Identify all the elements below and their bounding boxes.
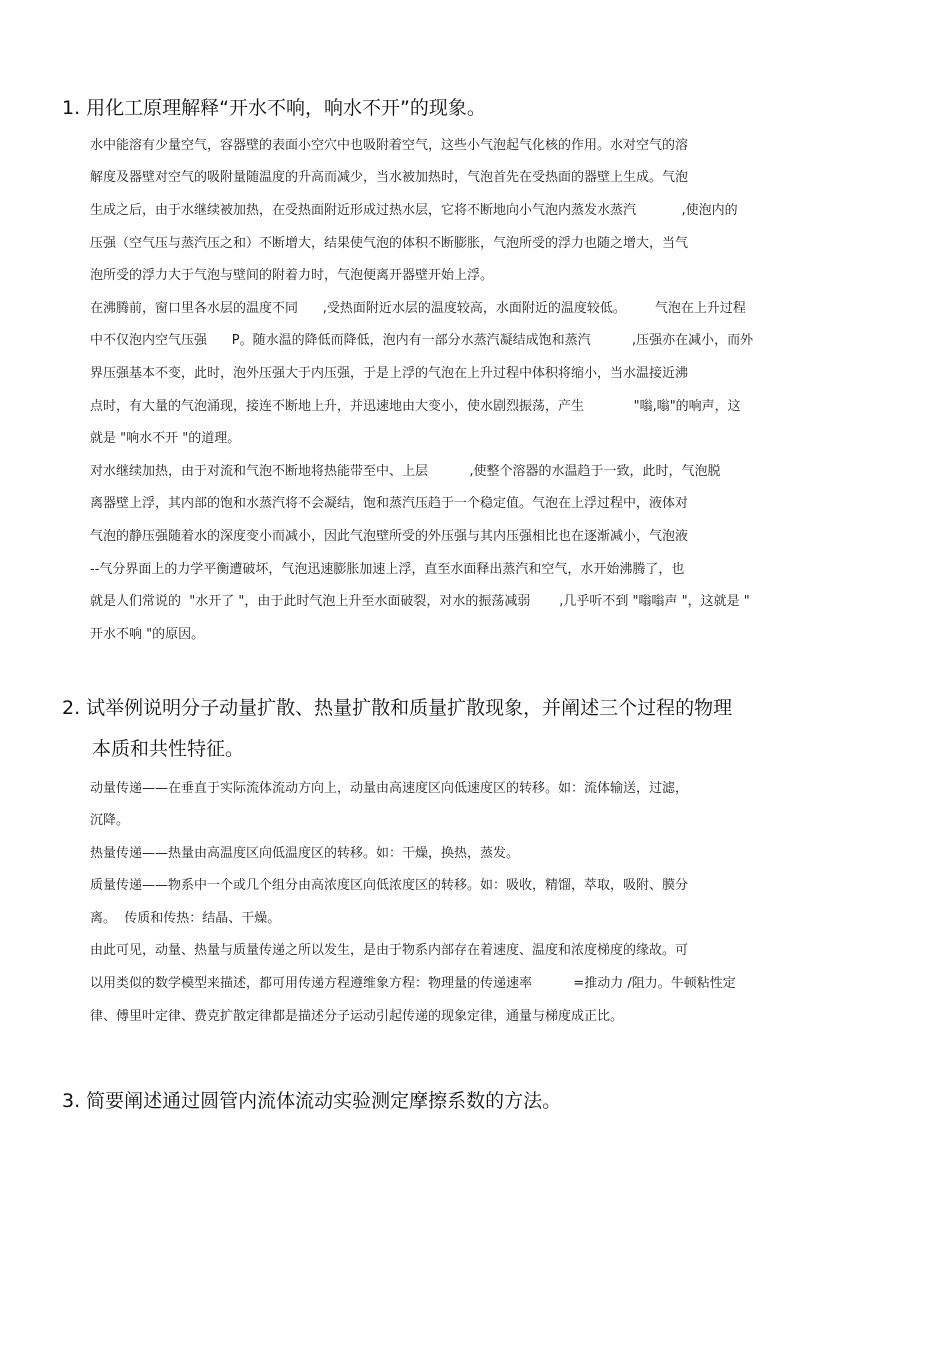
q1-answer-line-13: 气泡的静压强随着水的深度变小而减小，因此气泡壁所受的外压强与其内压强相比也在逐渐减小，气泡液 [90,529,689,544]
question-1-title: 1. 用化工原理解释“开水不响，响水不开”的现象。 [62,97,486,119]
question-2-title-line-2: 本质和共性特征。 [92,738,245,760]
q1-answer-line-11: 对水继续加热，由于对流和气泡不断地将热能带至中、上层 ,使整个溶器的水温趋于一致，此时，气泡脱 [90,464,721,479]
q2-answer-line-6: 由此可见，动量、热量与质量传递之所以发生，是由于物系内部存在着速度、温度和浓度梯度的缘故。可 [90,943,689,958]
q2-answer-line-8: 律、傅里叶定律、费克扩散定律都是描述分子运动引起传递的现象定律，通量与梯度成正比。 [90,1009,624,1024]
q1-answer-line-6: 在沸腾前，窗口里各水层的温度不同 ,受热面附近水层的温度较高，水面附近的温度较低。 气泡在上升过程 [90,301,746,316]
q1-answer-line-1: 水中能溶有少量空气，容器壁的表面小空穴中也吸附着空气，这些小气泡起气化核的作用。水对空气的溶 [90,138,689,153]
q2-answer-line-3: 热量传递——热量由高温度区向低温度区的转移。如：干燥，换热，蒸发。 [90,846,520,861]
q1-answer-line-8: 界压强基本不变，此时，泡外压强大于内压强，于是上浮的气泡在上升过程中体积将缩小，当水温接近沸 [90,366,689,381]
q2-answer-line-2: 沉降。 [90,813,130,828]
question-2-title-line-1: 2. 试举例说明分子动量扩散、热量扩散和质量扩散现象，并阐述三个过程的物理 [62,697,733,719]
q1-answer-line-15: 就是人们常说的 "水开了 "，由于此时气泡上升至水面破裂，对水的振荡减弱 ,几乎听不到 "嗡嗡声 "，这就是 " [90,594,750,609]
q1-answer-line-10: 就是 "响水不开 "的道理。 [90,431,241,446]
q2-answer-line-1: 动量传递——在垂直于实际流体流动方向上，动量由高速度区向低速度区的转移。如：流体输送，过滤， [90,781,689,796]
q1-answer-line-7: 中不仅泡内空气压强 P。随水温的降低而降低，泡内有一部分水蒸汽凝结成饱和蒸汽 ,压强亦在减小，而外 [90,333,754,348]
q1-answer-line-9: 点时，有大量的气泡涌现，接连不断地上升，并迅速地由大变小，使水剧烈振荡，产生 "嗡,嗡"的响声，这 [90,399,741,414]
q2-answer-line-4: 质量传递——物系中一个或几个组分由高浓度区向低浓度区的转移。如：吸收，精馏，萃取，吸附、膜分 [90,878,689,893]
q2-answer-line-7: 以用类似的数学模型来描述，都可用传递方程遵维象方程：物理量的传递速率 =推动力 /阻力。牛顿粘性定 [90,976,736,991]
q1-answer-line-14: --气分界面上的力学平衡遭破坏，气泡迅速膨胀加速上浮，直至水面释出蒸汽和空气，水开始沸腾了，也 [90,562,685,577]
q2-answer-line-5: 离。 传质和传热：结晶、干燥。 [90,911,281,926]
question-3-title: 3. 简要阐述通过圆管内流体流动实验测定摩擦系数的方法。 [62,1090,562,1112]
q1-answer-line-4: 压强（空气压与蒸汽压之和）不断增大，结果使气泡的体积不断膨胀，气泡所受的浮力也随之增大，当气 [90,236,689,251]
q1-answer-line-3: 生成之后，由于水继续被加热，在受热面附近形成过热水层，它将不断地向小气泡内蒸发水蒸汽 ,使泡内的 [90,203,738,218]
q1-answer-line-12: 离器壁上浮，其内部的饱和水蒸汽将不会凝结，饱和蒸汽压趋于一个稳定值。气泡在上浮过程中，液体对 [90,496,689,511]
q1-answer-line-2: 解度及器壁对空气的吸附量随温度的升高而减少，当水被加热时，气泡首先在受热面的器壁上生成。气泡 [90,170,689,185]
q1-answer-line-16: 开水不响 "的原因。 [90,627,205,642]
q1-answer-line-5: 泡所受的浮力大于气泡与壁间的附着力时，气泡便离开器壁开始上浮。 [90,268,494,283]
